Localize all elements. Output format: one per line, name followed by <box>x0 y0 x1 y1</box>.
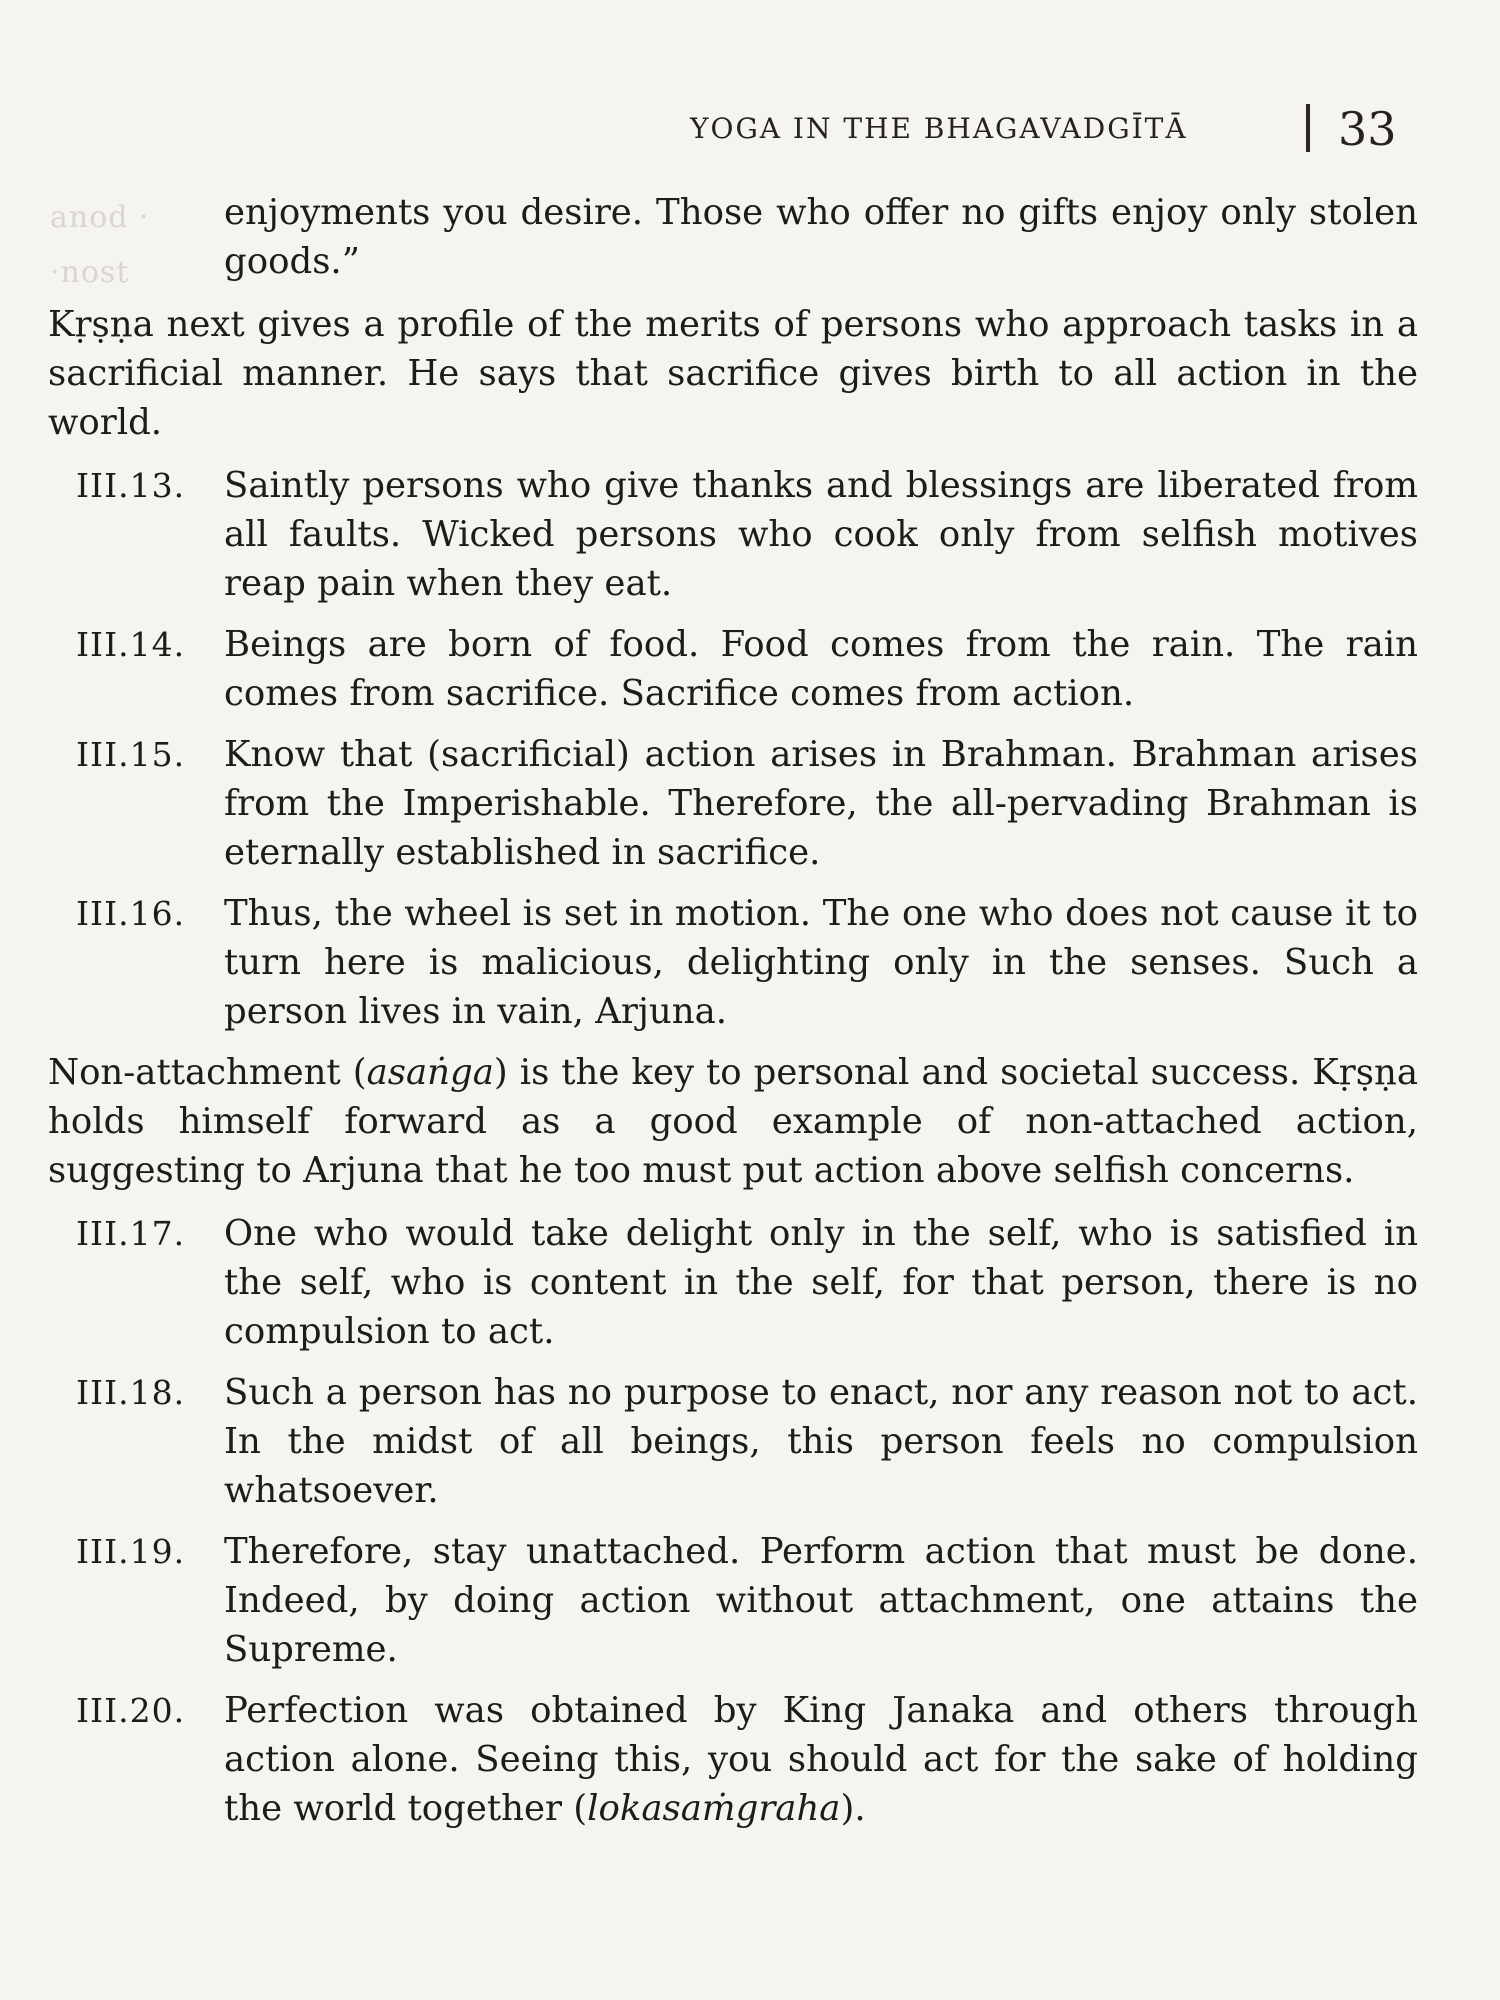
verse-item <box>48 620 1418 718</box>
verse-item <box>48 1527 1418 1674</box>
verse-text: Saintly persons who give thanks and blessings are liberated from all faults. Wicked persons who cook only from selfish motives reap pain when they eat. <box>224 465 1418 604</box>
commentary-paragraph <box>48 1048 1418 1195</box>
verse-text <box>224 1686 1418 1833</box>
bleed-through-text: anod · <box>50 200 150 235</box>
sanskrit-term: asaṅga <box>366 1052 494 1093</box>
verse-text-part: Perfection was obtained by King Janaka and others through action alone. Seeing this, you should act for the sake of holding the world together ( <box>224 1690 1418 1829</box>
verse-item <box>48 889 1418 1036</box>
verse-number: III.20. <box>76 1691 186 1730</box>
verse-item <box>48 730 1418 877</box>
verse-number: III.17. <box>76 1214 186 1253</box>
verse-item <box>48 1368 1418 1515</box>
verse-text: Thus, the wheel is set in motion. The one who does not cause it to turn here is malicious, delighting only in the senses. Such a person lives in vain, Arjuna. <box>224 893 1418 1032</box>
verse-item <box>48 1209 1418 1356</box>
verse-number: III.16. <box>76 894 186 933</box>
paragraph-text: Non-attachment ( <box>48 1052 367 1093</box>
verse-text: Beings are born of food. Food comes from the rain. The rain comes from sacrifice. Sacrifice comes from action. <box>224 624 1418 714</box>
verse-number: III.13. <box>76 466 186 505</box>
verse-text: Such a person has no purpose to enact, nor any reason not to act. In the midst of all beings, this person feels no compulsion whatsoever. <box>224 1372 1418 1511</box>
page-number: 33 <box>1338 102 1397 156</box>
verse-text: Therefore, stay unattached. Perform action that must be done. Indeed, by doing action without attachment, one attains the Supreme. <box>224 1531 1418 1670</box>
page-body <box>48 188 1418 1845</box>
verse-item <box>48 1686 1418 1833</box>
verse-text-part: ). <box>840 1788 866 1829</box>
verse-number: III.19. <box>76 1532 186 1571</box>
running-head: YOGA IN THE BHAGAVADGĪTĀ <box>690 112 1188 145</box>
paragraph-text: ) is the key to personal and societal success. Kṛṣṇa holds himself forward as a good example of non-attached action, suggesting to Arjuna that he too must put action above selfish concerns. <box>48 1052 1418 1191</box>
verse-number: III.14. <box>76 625 186 664</box>
commentary-paragraph: Kṛṣṇa next gives a profile of the merits of persons who approach tasks in a sacrificial manner. He says that sacrifice gives birth to all action in the world. <box>48 304 1418 443</box>
verse-text: One who would take delight only in the self, who is satisfied in the self, who is content in the self, for that person, there is no compulsion to act. <box>224 1213 1418 1352</box>
verse-number: III.18. <box>76 1373 186 1412</box>
continued-verse-text: enjoyments you desire. Those who offer no gifts enjoy only stolen goods.” <box>224 192 1418 282</box>
verse-text: Know that (sacrificial) action arises in Brahman. Brahman arises from the Imperishable. Therefore, the all-pervading Brahman is eternally established in sacrifice. <box>224 734 1418 873</box>
bleed-through-text: ·nost <box>50 255 130 290</box>
verse-number: III.15. <box>76 735 186 774</box>
verse-item <box>48 461 1418 608</box>
sanskrit-term: lokasaṁgraha <box>587 1788 841 1829</box>
header-divider <box>1306 104 1310 152</box>
